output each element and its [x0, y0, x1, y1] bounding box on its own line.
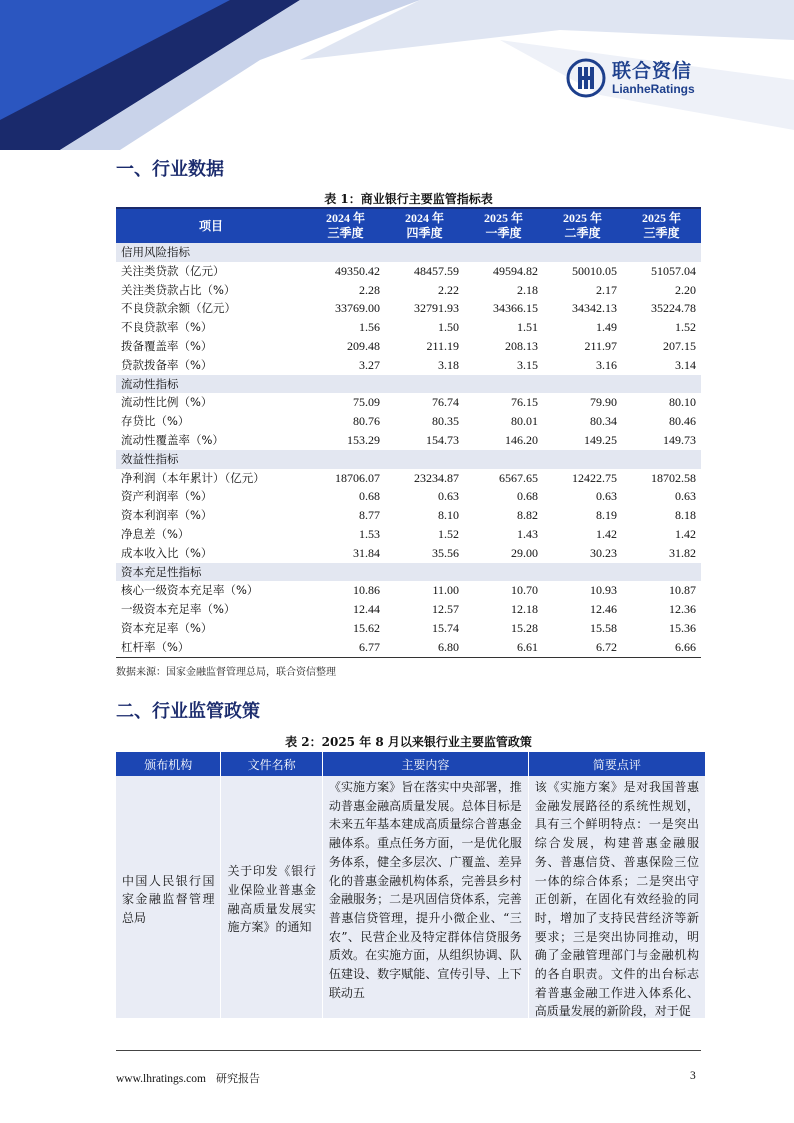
table-row — [116, 412, 701, 431]
policy-agency: 中国人民银行国家金融监督管理总局 — [116, 776, 221, 1018]
row-label: 资本利润率（%） — [121, 508, 213, 523]
row-label: 净息差（%） — [121, 526, 190, 541]
table-cell-value: 10.70 — [511, 583, 538, 598]
regulatory-indicators-table — [116, 207, 701, 658]
table-cell-value: 8.77 — [359, 508, 380, 523]
table-cell-value: 0.68 — [517, 489, 538, 504]
table1-header-row — [116, 208, 701, 243]
table-cell-value: 32791.93 — [414, 301, 459, 316]
table-row — [116, 318, 701, 337]
table1-header-period: 2024 年 三季度 — [306, 208, 385, 243]
table-cell-value: 2.22 — [438, 282, 459, 297]
group-label: 流动性指标 — [116, 375, 701, 394]
table-cell-value: 50010.05 — [572, 263, 617, 278]
table-row — [116, 544, 701, 563]
table-cell-value: 0.68 — [359, 489, 380, 504]
table-cell-value: 35.56 — [432, 545, 459, 560]
table-cell-value: 12.57 — [432, 602, 459, 617]
table-cell-value: 23234.87 — [414, 470, 459, 485]
table-cell-value: 31.84 — [353, 545, 380, 560]
lianhe-logo-icon — [566, 58, 606, 98]
row-label: 净利润（本年累计）（亿元） — [121, 470, 265, 485]
table-row — [116, 600, 701, 619]
table-cell-value: 48457.59 — [414, 263, 459, 278]
table2-caption: 表 2：2025 年 8 月以来银行业主要监管政策 — [285, 735, 532, 749]
table2-header-comment: 简要点评 — [528, 752, 705, 776]
policy-table-container — [116, 752, 706, 1018]
table-row — [116, 506, 701, 525]
row-label: 存贷比（%） — [121, 414, 190, 429]
table1-header-period: 2024 年 四季度 — [385, 208, 464, 243]
table-row — [116, 356, 701, 375]
row-label: 资本充足率（%） — [121, 620, 213, 635]
table1-header-item: 项目 — [116, 208, 306, 243]
table-cell-value: 149.73 — [663, 432, 696, 447]
row-label: 一级资本充足率（%） — [121, 602, 236, 617]
table-cell-value: 12.44 — [353, 602, 380, 617]
row-label: 杠杆率（%） — [116, 638, 306, 657]
table-cell-value: 2.28 — [359, 282, 380, 297]
table-row — [116, 281, 701, 300]
policy-table — [116, 752, 706, 1018]
table-cell-value: 211.97 — [584, 338, 617, 353]
table1-header-period: 2025 年 三季度 — [622, 208, 701, 243]
table-cell-value: 49350.42 — [335, 263, 380, 278]
table-cell-value: 29.00 — [511, 545, 538, 560]
table-cell-value: 30.23 — [590, 545, 617, 560]
row-label: 核心一级资本充足率（%） — [121, 583, 259, 598]
table-cell-value: 10.86 — [353, 583, 380, 598]
table-cell-value: 80.01 — [511, 414, 538, 429]
footer-doc-type: 研究报告 — [215, 1072, 260, 1085]
table-cell-value: 2.20 — [675, 282, 696, 297]
table-row — [116, 581, 701, 600]
table-cell-value: 1.42 — [596, 526, 617, 541]
table-cell-value: 6.77 — [306, 638, 385, 657]
company-logo — [566, 58, 695, 98]
table-row — [116, 262, 701, 281]
page-number: 3 — [690, 1070, 696, 1082]
policy-content: 《实施方案》旨在落实中央部署，推动普惠金融高质量发展。总体目标是未来五年基本建成高质量综合普惠金融体系。重点任务方面，一是优化服务体系，健全多层次、广覆盖、差异化的普惠金融机构体系，完善县乡村金融服务；二是巩固信贷体系，完善普惠信贷管理，提升小微企业、“三农”、民营企业及特定群体信贷服务质效。在实施方面，从组织协调、队伍建设、数字赋能、宣传引导、上下联动五 — [322, 776, 528, 1018]
row-label: 关注类贷款占比（%） — [121, 282, 236, 297]
table-cell-value: 6567.65 — [499, 470, 538, 485]
footer-website-link[interactable]: www.lhratings.com — [116, 1073, 206, 1085]
table-cell-value: 1.52 — [438, 526, 459, 541]
table-cell-value: 6.61 — [464, 638, 543, 657]
table-row — [116, 469, 701, 488]
table-row — [116, 619, 701, 638]
row-label: 关注类贷款（亿元） — [121, 263, 225, 278]
table-cell-value: 80.35 — [432, 414, 459, 429]
table-cell-value: 209.48 — [347, 338, 380, 353]
table-cell-value: 1.43 — [517, 526, 538, 541]
row-label: 资产利润率（%） — [121, 489, 213, 504]
table-cell-value: 80.46 — [669, 414, 696, 429]
table-cell-value: 33769.00 — [335, 301, 380, 316]
table-cell-value: 8.18 — [675, 508, 696, 523]
table2-header-content: 主要内容 — [322, 752, 528, 776]
footer-divider — [116, 1050, 701, 1051]
table-cell-value: 1.49 — [596, 320, 617, 335]
table-cell-value: 79.90 — [590, 395, 617, 410]
table-cell-value: 31.82 — [669, 545, 696, 560]
policy-document-name: 关于印发《银行业保险业普惠金融高质量发展实施方案》的通知 — [221, 776, 322, 1018]
table2-header-document: 文件名称 — [221, 752, 322, 776]
table-row — [116, 299, 701, 318]
table1-header-period: 2025 年 二季度 — [543, 208, 622, 243]
table-cell-value: 208.13 — [505, 338, 538, 353]
policy-comment: 该《实施方案》是对我国普惠金融发展路径的系统性规划，具有三个鲜明特点：一是突出综合发展，构建普惠金融服务、普惠信贷、普惠保险三位一体的综合体系；二是突出守正创新，在固化有效经验的同时，增加了支持民营经济等新要求；三是突出协同推动，明确了金融管理部门与金融机构的各自职责。文件的出台标志着普惠金融工作进入体系化、高质量发展的新阶段，对于促 — [528, 776, 705, 1018]
table-group-row — [116, 375, 701, 394]
table-cell-value: 0.63 — [596, 489, 617, 504]
table1-caption: 表 1：商业银行主要监管指标表 — [324, 192, 493, 206]
table-cell-value: 15.28 — [511, 620, 538, 635]
table-cell-value: 0.63 — [675, 489, 696, 504]
table-cell-value: 34342.13 — [572, 301, 617, 316]
table-cell-value: 1.53 — [359, 526, 380, 541]
table-cell-value: 49594.82 — [493, 263, 538, 278]
table-cell-value: 10.87 — [669, 583, 696, 598]
table-cell-value: 12422.75 — [572, 470, 617, 485]
section-title-regulatory-policy: 二、行业监管政策 — [116, 701, 260, 722]
logo-chinese-name: 联合资信 — [612, 60, 693, 82]
table-cell-value: 6.72 — [543, 638, 622, 657]
row-label: 拨备覆盖率（%） — [121, 338, 213, 353]
table-cell-value: 1.56 — [359, 320, 380, 335]
table-cell-value: 75.09 — [353, 395, 380, 410]
table-cell-value: 80.10 — [669, 395, 696, 410]
table-cell-value: 6.80 — [385, 638, 464, 657]
table-group-row — [116, 243, 701, 262]
table-cell-value: 207.15 — [663, 338, 696, 353]
section-title-industry-data: 一、行业数据 — [116, 159, 224, 180]
table-cell-value: 8.82 — [517, 508, 538, 523]
table-cell-value: 149.25 — [584, 432, 617, 447]
table-cell-value: 12.36 — [669, 602, 696, 617]
table-row — [116, 487, 701, 506]
logo-english-name: LianheRatings — [612, 82, 695, 96]
row-label: 不良贷款余额（亿元） — [121, 301, 236, 316]
table-group-row — [116, 563, 701, 582]
table-cell-value: 3.27 — [359, 357, 380, 372]
group-label: 信用风险指标 — [116, 243, 701, 262]
table-cell-value: 51057.04 — [651, 263, 696, 278]
table-row — [116, 431, 701, 450]
table-cell-value: 80.34 — [590, 414, 617, 429]
table-cell-value: 15.62 — [353, 620, 380, 635]
row-label: 流动性覆盖率（%） — [121, 432, 224, 447]
table-cell-value: 11.00 — [432, 583, 459, 598]
table-cell-value: 15.58 — [590, 620, 617, 635]
table-cell-value: 80.76 — [353, 414, 380, 429]
table-cell-value: 3.16 — [596, 357, 617, 372]
table-cell-value: 6.66 — [622, 638, 701, 657]
table-cell-value: 1.42 — [675, 526, 696, 541]
row-label: 贷款拨备率（%） — [121, 357, 213, 372]
table-cell-value: 2.18 — [517, 282, 538, 297]
table-cell-value: 18706.07 — [335, 470, 380, 485]
table-cell-value: 3.15 — [517, 357, 538, 372]
table-group-row — [116, 450, 701, 469]
table-row — [116, 638, 701, 657]
table-cell-value: 1.52 — [675, 320, 696, 335]
table-row — [116, 393, 701, 412]
table-cell-value: 76.15 — [511, 395, 538, 410]
group-label: 资本充足性指标 — [116, 563, 701, 582]
table-cell-value: 146.20 — [505, 432, 538, 447]
table-row — [116, 337, 701, 356]
table-cell-value: 153.29 — [347, 432, 380, 447]
table-cell-value: 0.63 — [438, 489, 459, 504]
table-cell-value: 8.10 — [438, 508, 459, 523]
data-source-note: 数据来源：国家金融监督管理总局，联合资信整理 — [116, 667, 336, 678]
table-cell-value: 8.19 — [596, 508, 617, 523]
table1-header-period: 2025 年 一季度 — [464, 208, 543, 243]
group-label: 效益性指标 — [116, 450, 701, 469]
table-cell-value: 2.17 — [596, 282, 617, 297]
table-row — [116, 525, 701, 544]
table-cell-value: 10.93 — [590, 583, 617, 598]
table-cell-value: 3.14 — [675, 357, 696, 372]
table-cell-value: 15.74 — [432, 620, 459, 635]
table-cell-value: 35224.78 — [651, 301, 696, 316]
table-cell-value: 18702.58 — [651, 470, 696, 485]
row-label: 流动性比例（%） — [121, 395, 213, 410]
table-cell-value: 1.50 — [438, 320, 459, 335]
table-cell-value: 3.18 — [438, 357, 459, 372]
table-row — [116, 776, 706, 1018]
table-cell-value: 211.19 — [426, 338, 459, 353]
table-cell-value: 154.73 — [426, 432, 459, 447]
table-cell-value: 34366.15 — [493, 301, 538, 316]
table-cell-value: 1.51 — [517, 320, 538, 335]
row-label: 成本收入比（%） — [121, 545, 213, 560]
table1-body — [116, 243, 701, 657]
table-cell-value: 12.18 — [511, 602, 538, 617]
table-cell-value: 12.46 — [590, 602, 617, 617]
row-label: 不良贷款率（%） — [121, 320, 213, 335]
table2-header-agency: 颁布机构 — [116, 752, 221, 776]
footer-left — [116, 1070, 260, 1086]
table-cell-value: 76.74 — [432, 395, 459, 410]
table2-header-row — [116, 752, 706, 776]
table-cell-value: 15.36 — [669, 620, 696, 635]
